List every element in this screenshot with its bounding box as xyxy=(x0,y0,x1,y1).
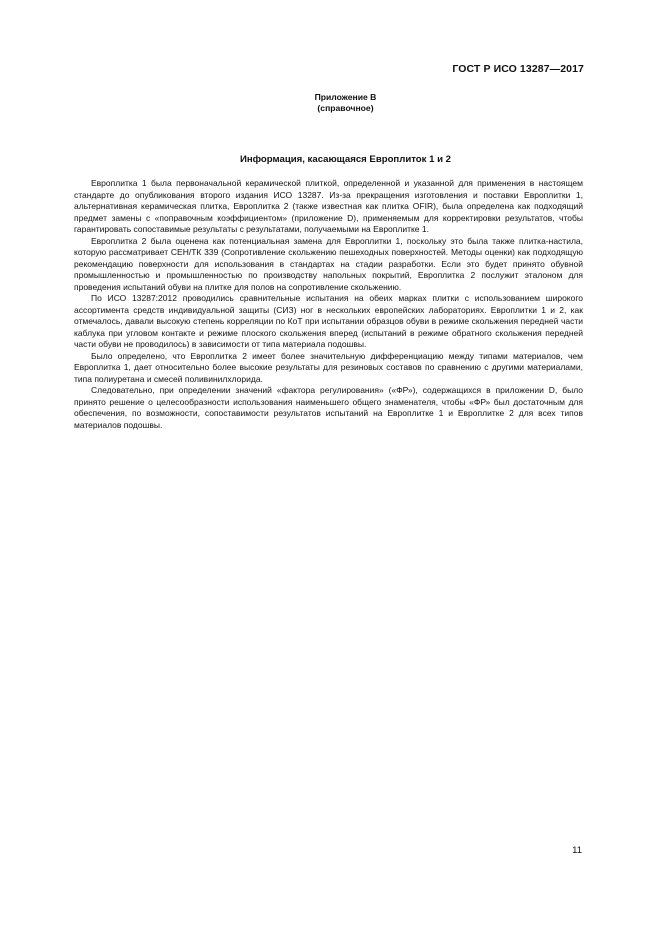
paragraph: Европлитка 2 была оценена как потенциальная замена для Европлитки 1, поскольку это была также плитка-настила, которую рассматривает СЕН/ТК 339 (Сопротивление скольжению пешеходных поверхностей. Методы оценки) как подходящую рекомендацию поверхности для использования в стандартах на стадии разработки. Если это будет принято обувной промышленностью и промышленностью по производству напольных покрытий, Европлитка 2 послужит эталоном для проведения испытаний обуви на плитке для полов на сопротивление скольжению. xyxy=(74,235,583,292)
appendix-title-block xyxy=(0,92,661,114)
appendix-subtitle: (справочное) xyxy=(317,103,374,113)
appendix-title: Приложение В xyxy=(314,92,377,102)
section-heading: Информация, касающаяся Европлиток 1 и 2 xyxy=(239,154,452,165)
page-number: 11 xyxy=(572,845,582,856)
paragraph: Было определено, что Европлитка 2 имеет более значительную дифференциацию между типами материалов, чем Европлитка 1, дает относительно более высокие результаты для резиновых составов по сравнению с другими материалами, типа полиуретана и смесей поливинилхлорида. xyxy=(74,350,583,384)
standard-code-header: ГОСТ Р ИСО 13287—2017 xyxy=(452,63,584,75)
paragraph: Европлитка 1 была первоначальной керамической плиткой, определенной и указанной для применения в настоящем стандарте до опубликования второго издания ИСО 13287. Из-за прекращения изготовления и поставки Европлитки 1, альтернативная керамическая плитка, Европлитка 2 (также известная как плитка OFIR), была определена как подходящий предмет замены с «поправочным коэффициентом» (приложение D), применяемым для корректировки результатов, чтобы гарантировать сопоставимые результаты с результатами, получаемыми на Европлитке 1. xyxy=(74,178,583,234)
body-text xyxy=(74,178,583,431)
paragraph: Следовательно, при определении значений «фактора регулирования» («ФР»), содержащихся в приложении D, было принято решение о целесообразности использования наименьшего общего знаменателя, чтобы «ФР» был достаточным для обеспечения, по возможности, сопоставимости результатов испытаний на Европлитке 1 и Европлитке 2 для всех типов материалов подошвы. xyxy=(74,385,583,430)
paragraph: По ИСО 13287:2012 проводились сравнительные испытания на обеих марках плитки с использованием широкого ассортимента средств индивидуальной защиты (СИЗ) ног в нескольких европейских лабораториях. Европлитки 1 и 2, как отмечалось, давали высокую степень корреляции по КоТ при испытании образцов обуви в режиме скольжения передней части каблука при угловом контакте и режиме плоского скольжения вперед (испытаний в режиме обратного скольжения передней части обуви не проводилось) в зависимости от типа материала подошвы. xyxy=(74,293,583,349)
section-heading-block xyxy=(0,154,661,165)
